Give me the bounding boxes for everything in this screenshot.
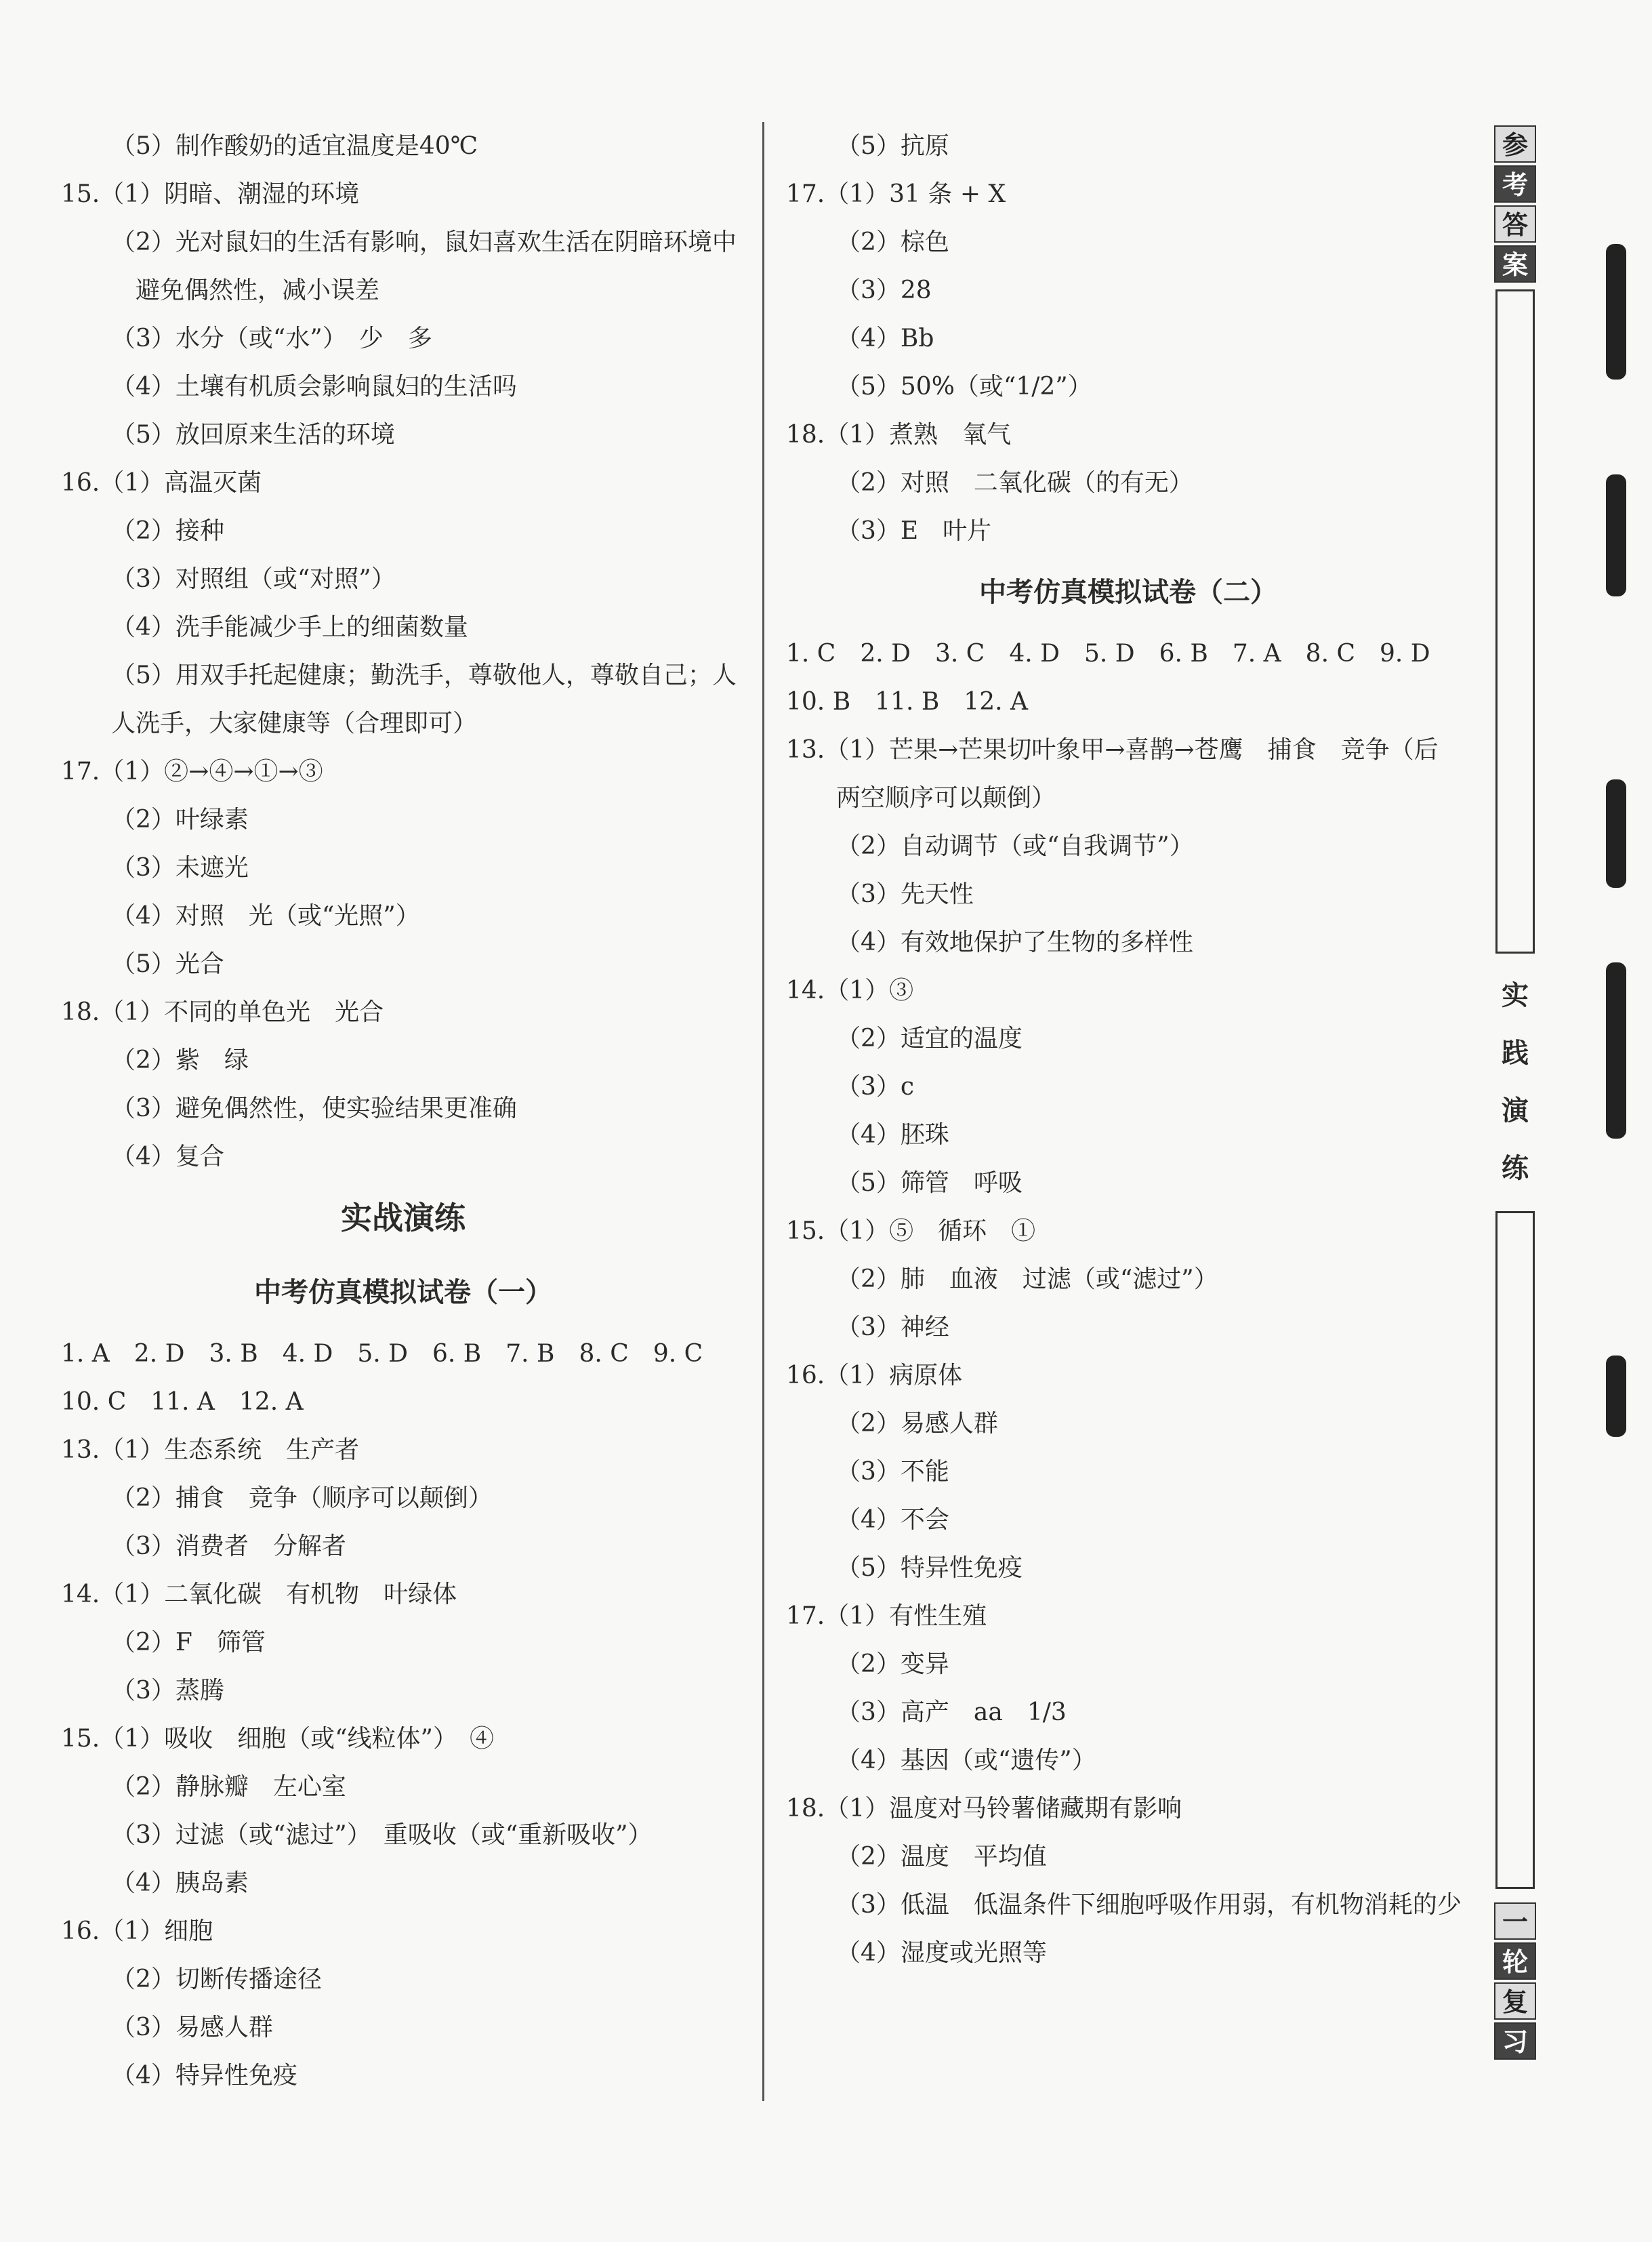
side-tab-char: 实 [1502, 980, 1529, 1011]
answer-line: 10. C 11. A 12. A [61, 1388, 304, 1416]
side-tab-review [1494, 1902, 1538, 2060]
side-tab-char: 案 [1494, 245, 1536, 283]
answer-line: （3）E 叶片 [836, 517, 992, 545]
section-heading: 实战演练 [341, 1200, 466, 1236]
answer-line: （5）光合 [111, 950, 224, 978]
column-divider [762, 122, 764, 2101]
binding-edge-mark [1606, 962, 1626, 1139]
answer-line: （3）先天性 [836, 880, 974, 908]
side-tab-answers [1494, 125, 1538, 283]
answer-line: （4）湿度或光照等 [836, 1939, 1047, 1967]
answer-line: （3）神经 [836, 1313, 949, 1341]
answer-line: 人洗手，大家健康等（合理即可） [111, 710, 478, 737]
answer-line: （2）对照 二氧化碳（的有无） [836, 469, 1193, 497]
answer-line: （3）水分（或“水”） 少 多 [111, 325, 432, 352]
answer-line: （3）高产 aa 1/3 [836, 1698, 1067, 1726]
side-tab-char: 练 [1502, 1153, 1529, 1184]
binding-edge-mark [1606, 779, 1626, 888]
binding-edge-mark [1606, 474, 1626, 596]
side-tab-char: 演 [1502, 1095, 1529, 1126]
answer-line: 13.（1）生态系统 生产者 [61, 1436, 360, 1464]
answer-line: 1. C 2. D 3. C 4. D 5. D 6. B 7. A 8. C 9. D [786, 640, 1430, 668]
side-tab-char: 践 [1502, 1038, 1529, 1069]
answer-line: （2）棕色 [836, 228, 949, 256]
answer-line: （5）用双手托起健康；勤洗手，尊敬他人，尊敬自己；人 [111, 661, 737, 689]
answer-line: （3）低温 低温条件下细胞呼吸作用弱，有机物消耗的少 [836, 1891, 1462, 1919]
answer-line: （3）避免偶然性，使实验结果更准确 [111, 1095, 517, 1122]
answer-line: （2）光对鼠妇的生活有影响，鼠妇喜欢生活在阴暗环境中 [111, 228, 737, 256]
answer-line: （2）F 筛管 [111, 1629, 266, 1656]
answer-line: 避免偶然性，减小误差 [136, 277, 380, 304]
answer-line: （5）50%（或“1/2”） [836, 373, 1092, 401]
binding-edge-mark [1606, 244, 1626, 380]
answer-line: 14.（1）二氧化碳 有机物 叶绿体 [61, 1581, 457, 1608]
binding-edge-mark [1606, 1356, 1626, 1437]
answer-line: 17.（1）31 条 + X [786, 180, 1006, 208]
answer-line: （5）制作酸奶的适宜温度是40℃ [111, 132, 478, 160]
answer-line: 16.（1）高温灭菌 [61, 469, 262, 497]
answer-line: （4）对照 光（或“光照”） [111, 902, 420, 930]
answer-line: （3）消费者 分解者 [111, 1532, 346, 1560]
answer-line: （2）叶绿素 [111, 806, 249, 834]
side-tab-char: 参 [1494, 125, 1536, 163]
answer-line: 16.（1）病原体 [786, 1362, 963, 1389]
answer-line: （3）蒸腾 [111, 1677, 224, 1705]
side-tab-practice [1494, 967, 1538, 1198]
answer-line: （4）土壤有机质会影响鼠妇的生活吗 [111, 373, 517, 401]
answer-line: 15.（1）⑤ 循环 ① [786, 1217, 1036, 1245]
answer-line: （4）基因（或“遗传”） [836, 1747, 1096, 1774]
answer-line: 17.（1）有性生殖 [786, 1602, 987, 1630]
answer-line: （4）胰岛素 [111, 1869, 249, 1897]
side-tab-char: 习 [1494, 2022, 1536, 2060]
answer-line: （4）洗手能减少手上的细菌数量 [111, 613, 468, 641]
side-tab-char: 一 [1494, 1902, 1536, 1940]
answer-line: 16.（1）细胞 [61, 1917, 213, 1945]
answer-line: （2）接种 [111, 517, 224, 545]
side-tab-char: 答 [1494, 205, 1536, 243]
answer-line: 13.（1）芒果→芒果切叶象甲→喜鹊→苍鹰 捕食 竞争（后 [786, 736, 1439, 764]
answer-line: 18.（1）不同的单色光 光合 [61, 998, 384, 1026]
answer-line: （2）适宜的温度 [836, 1025, 1023, 1053]
answer-line: （3）28 [836, 277, 932, 304]
answer-line: （3）不能 [836, 1458, 949, 1486]
answer-line: （2）自动调节（或“自我调节”） [836, 832, 1194, 860]
section-heading: 中考仿真模拟试卷（一） [254, 1277, 552, 1308]
answer-line: （4）胚珠 [836, 1121, 949, 1149]
answer-line: 15.（1）吸收 细胞（或“线粒体”） ④ [61, 1725, 494, 1753]
answer-line: （3）未遮光 [111, 854, 249, 882]
answer-line: 15.（1）阴暗、潮湿的环境 [61, 180, 360, 208]
section-heading: 中考仿真模拟试卷（二） [979, 577, 1277, 608]
left-column [61, 122, 745, 2100]
side-tab-char: 复 [1494, 1982, 1536, 2020]
answer-line: （3）易感人群 [111, 2014, 273, 2041]
answer-line: （2）易感人群 [836, 1410, 998, 1438]
answer-line: （2）紫 绿 [111, 1046, 249, 1074]
answer-line: （4）Bb [836, 325, 934, 352]
side-tab-char: 考 [1494, 165, 1536, 203]
answer-line: 17.（1）②→④→①→③ [61, 758, 323, 786]
answer-line: （4）有效地保护了生物的多样性 [836, 929, 1193, 956]
answer-line: （3）对照组（或“对照”） [111, 565, 396, 593]
answer-line: （2）切断传播途径 [111, 1965, 322, 1993]
answer-line: 1. A 2. D 3. B 4. D 5. D 6. B 7. B 8. C 9. C [61, 1340, 703, 1368]
answer-line: （5）放回原来生活的环境 [111, 421, 395, 449]
answer-line: 两空顺序可以颠倒） [836, 784, 1056, 812]
answer-line: （3）过滤（或“滤过”） 重吸收（或“重新吸收”） [111, 1821, 653, 1849]
answer-line: （5）特异性免疫 [836, 1554, 1023, 1582]
answer-line: （4）不会 [836, 1506, 949, 1534]
answer-line: 18.（1）煮熟 氧气 [786, 421, 1012, 449]
answer-line: （5）筛管 呼吸 [836, 1169, 1023, 1197]
answer-line: 18.（1）温度对马铃薯储藏期有影响 [786, 1795, 1182, 1822]
answer-line: （2）变异 [836, 1650, 949, 1678]
answer-line: （2）静脉瓣 左心室 [111, 1773, 346, 1801]
answer-line: （2）温度 平均值 [836, 1843, 1047, 1871]
answer-line: 10. B 11. B 12. A [786, 688, 1028, 716]
answer-line: （3）c [836, 1073, 915, 1101]
answer-line: 14.（1）③ [786, 977, 914, 1004]
side-tab [1494, 125, 1538, 2091]
answer-line: （2）捕食 竞争（顺序可以颠倒） [111, 1484, 493, 1512]
side-tab-bar-lower [1495, 1211, 1535, 1889]
answer-line: （4）特异性免疫 [111, 2062, 297, 2090]
answer-line: （5）抗原 [836, 132, 949, 160]
answer-line: （4）复合 [111, 1143, 224, 1170]
answer-line: （2）肺 血液 过滤（或“滤过”） [836, 1265, 1218, 1293]
right-column [786, 122, 1470, 1977]
side-tab-char: 轮 [1494, 1942, 1536, 1980]
side-tab-bar-upper [1495, 289, 1535, 954]
